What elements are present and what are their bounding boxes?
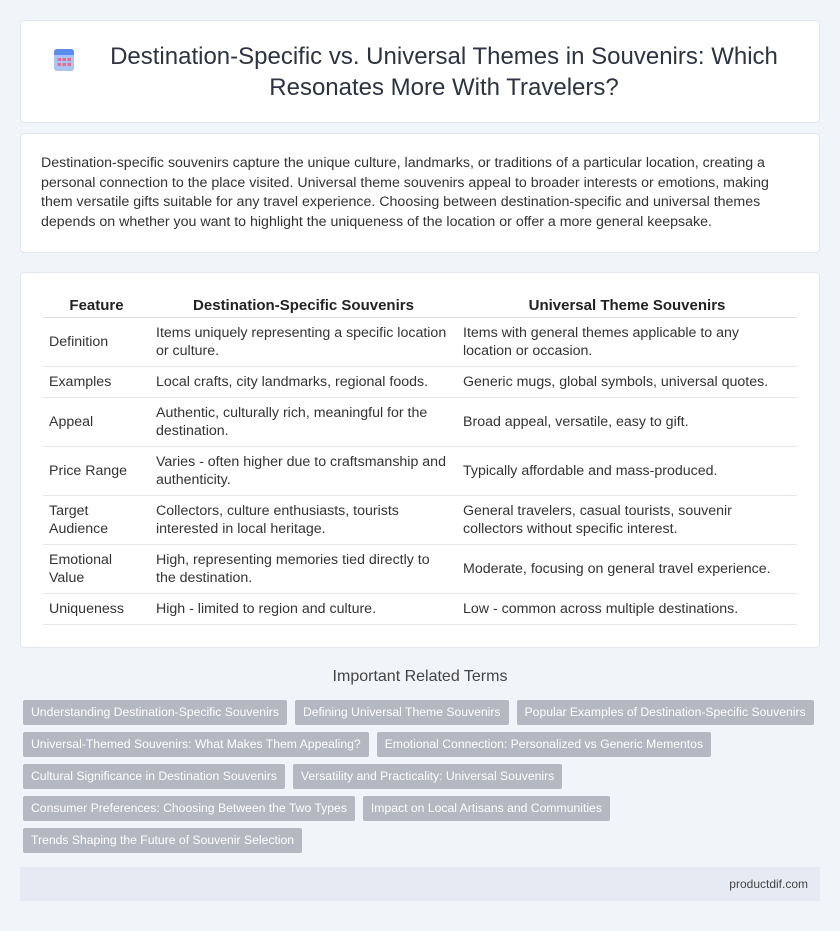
table-cell: Definition xyxy=(43,318,150,367)
table-cell: Broad appeal, versatile, easy to gift. xyxy=(457,398,797,447)
table-cell: Collectors, culture enthusiasts, tourists interested in local heritage. xyxy=(150,496,457,545)
related-tag[interactable]: Consumer Preferences: Choosing Between the Two Types xyxy=(23,796,355,821)
table-cell: Price Range xyxy=(43,447,150,496)
table-cell: Generic mugs, global symbols, universal quotes. xyxy=(457,367,797,398)
table-row xyxy=(43,545,797,594)
related-tag[interactable]: Impact on Local Artisans and Communities xyxy=(363,796,610,821)
related-tag[interactable]: Popular Examples of Destination-Specific Souvenirs xyxy=(517,700,814,725)
related-tag[interactable]: Trends Shaping the Future of Souvenir Selection xyxy=(23,828,302,853)
related-tag[interactable]: Understanding Destination-Specific Souvenirs xyxy=(23,700,287,725)
column-header-feature: Feature xyxy=(43,293,150,318)
related-tags xyxy=(23,700,823,860)
footer-site-link[interactable]: productdif.com xyxy=(729,877,808,891)
table-row xyxy=(43,594,797,625)
table-cell: Moderate, focusing on general travel experience. xyxy=(457,545,797,594)
table-cell: Appeal xyxy=(43,398,150,447)
table-cell: Examples xyxy=(43,367,150,398)
intro-card xyxy=(20,133,820,253)
table-cell: General travelers, casual tourists, souvenir collectors without specific interest. xyxy=(457,496,797,545)
document-grid-icon xyxy=(51,47,77,73)
table-cell: Emotional Value xyxy=(43,545,150,594)
table-row xyxy=(43,398,797,447)
table-row xyxy=(43,318,797,367)
table-header-row xyxy=(43,293,797,318)
table-cell: Items with general themes applicable to any location or occasion. xyxy=(457,318,797,367)
table-row xyxy=(43,447,797,496)
table-cell: Varies - often higher due to craftsmanship and authenticity. xyxy=(150,447,457,496)
table-cell: High - limited to region and culture. xyxy=(150,594,457,625)
table-cell: Authentic, culturally rich, meaningful for the destination. xyxy=(150,398,457,447)
related-tag[interactable]: Emotional Connection: Personalized vs Generic Mementos xyxy=(377,732,711,757)
table-cell: High, representing memories tied directly to the destination. xyxy=(150,545,457,594)
footer xyxy=(20,867,820,901)
column-header-destination: Destination-Specific Souvenirs xyxy=(150,293,457,318)
table-cell: Low - common across multiple destinations. xyxy=(457,594,797,625)
intro-text: Destination-specific souvenirs capture the unique culture, landmarks, or traditions of a particular location, creating a personal connection to the place visited. Universal theme souvenirs appeal to broader interests or emotions, making them versatile gifts suitable for any travel experience. Choosing between destination-specific and universal themes depends on whether you want to highlight the uniqueness of the location or offer a more general keepsake. xyxy=(41,155,769,230)
table-cell: Items uniquely representing a specific location or culture. xyxy=(150,318,457,367)
table-cell: Uniqueness xyxy=(43,594,150,625)
table-cell: Local crafts, city landmarks, regional foods. xyxy=(150,367,457,398)
comparison-table xyxy=(43,293,797,625)
related-tag[interactable]: Cultural Significance in Destination Souvenirs xyxy=(23,764,285,789)
related-tag[interactable]: Defining Universal Theme Souvenirs xyxy=(295,700,509,725)
table-row xyxy=(43,496,797,545)
related-terms-title: Important Related Terms xyxy=(332,668,508,685)
header-card xyxy=(20,20,820,123)
comparison-card xyxy=(20,272,820,648)
table-cell: Typically affordable and mass-produced. xyxy=(457,447,797,496)
related-tag[interactable]: Versatility and Practicality: Universal Souvenirs xyxy=(293,764,562,789)
table-cell: Target Audience xyxy=(43,496,150,545)
related-tag[interactable]: Universal-Themed Souvenirs: What Makes Them Appealing? xyxy=(23,732,369,757)
table-row xyxy=(43,367,797,398)
page-title: Destination-Specific vs. Universal Themes in Souvenirs: Which Resonates More With Travelers? xyxy=(110,42,778,101)
column-header-universal: Universal Theme Souvenirs xyxy=(457,293,797,318)
